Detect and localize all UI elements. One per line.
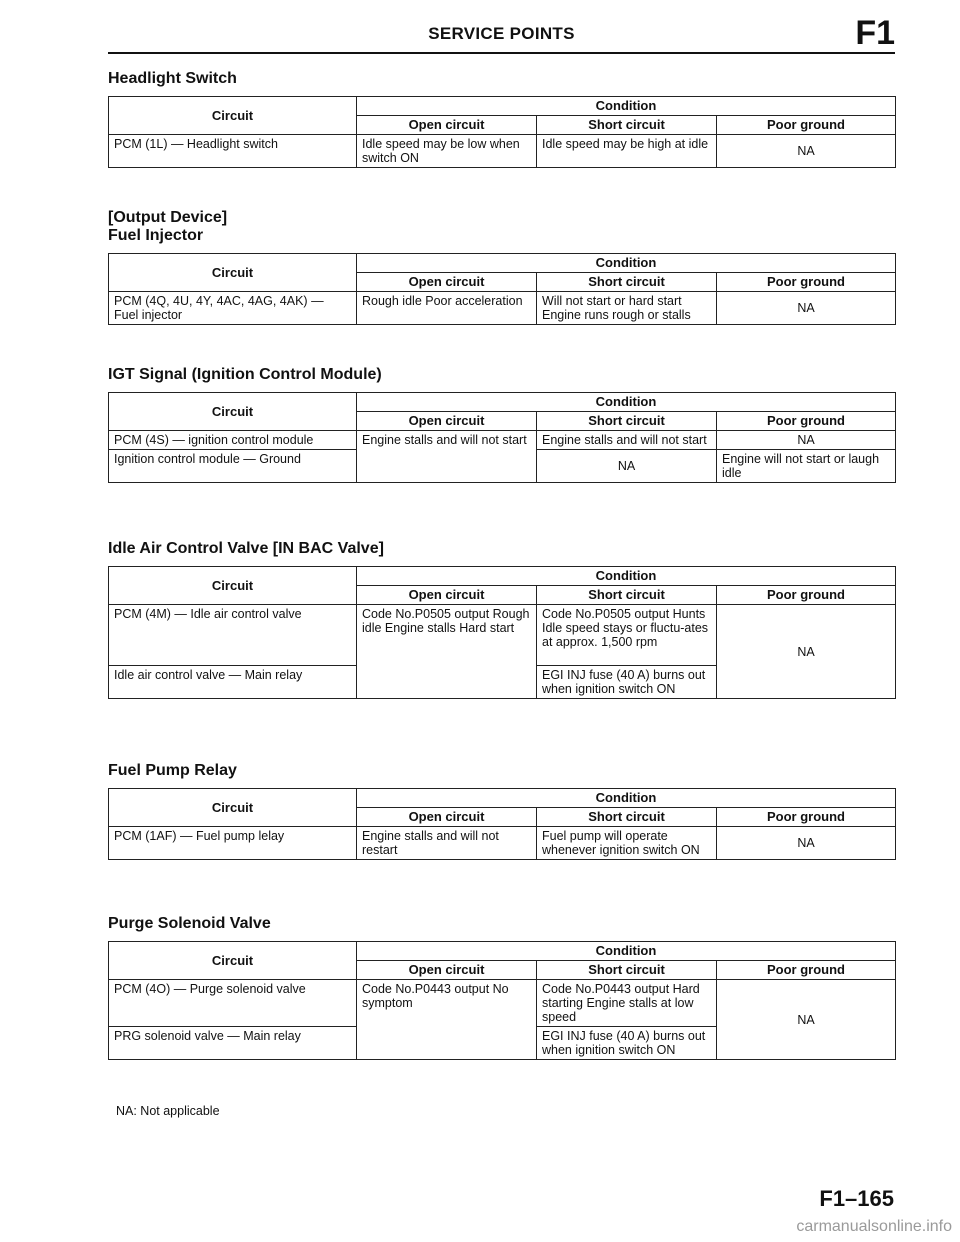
section-heading: IGT Signal (Ignition Control Module)	[108, 366, 382, 383]
cell-open: Idle speed may be low when switch ON	[357, 135, 537, 168]
table-row	[109, 827, 896, 860]
table-row	[109, 135, 896, 168]
header-ground: Poor ground	[717, 273, 896, 292]
footnote: NA: Not applicable	[116, 1104, 220, 1118]
header-ground: Poor ground	[717, 961, 896, 980]
section-heading: Fuel Injector	[108, 227, 204, 244]
page-title: SERVICE POINTS	[428, 24, 575, 43]
section-heading: Fuel Pump Relay	[108, 762, 237, 779]
section-heading: Headlight Switch	[108, 70, 237, 87]
header-open: Open circuit	[357, 961, 537, 980]
section-igt-signal	[108, 366, 895, 483]
cell-short: EGI INJ fuse (40 A) burns out when ignition switch ON	[537, 1027, 717, 1060]
cell-circuit: PCM (4O) — Purge solenoid valve	[109, 980, 357, 1027]
cell-short: NA	[537, 450, 717, 483]
header-open: Open circuit	[357, 116, 537, 135]
section-headlight-switch	[108, 70, 895, 168]
header-condition: Condition	[357, 567, 896, 586]
header-short: Short circuit	[537, 116, 717, 135]
cell-circuit: Ignition control module — Ground	[109, 450, 357, 483]
table-row	[109, 605, 896, 666]
header-circuit: Circuit	[109, 393, 357, 431]
condition-table	[108, 941, 896, 1060]
section-code: F1	[855, 14, 895, 52]
condition-table	[108, 96, 896, 168]
table-row	[109, 292, 896, 325]
cell-open: Engine stalls and will not restart	[357, 827, 537, 860]
header-ground: Poor ground	[717, 116, 896, 135]
condition-table	[108, 392, 896, 483]
header-short: Short circuit	[537, 412, 717, 431]
cell-short: Code No.P0505 output Hunts Idle speed stays or fluctu-ates at approx. 1,500 rpm	[537, 605, 717, 666]
condition-table	[108, 566, 896, 699]
cell-short: Code No.P0443 output Hard starting Engine stalls at low speed	[537, 980, 717, 1027]
header-circuit: Circuit	[109, 789, 357, 827]
section-fuel-pump-relay	[108, 762, 895, 860]
header-circuit: Circuit	[109, 567, 357, 605]
header-short: Short circuit	[537, 273, 717, 292]
cell-open: Rough idle Poor acceleration	[357, 292, 537, 325]
cell-short: Idle speed may be high at idle	[537, 135, 717, 168]
header-short: Short circuit	[537, 961, 717, 980]
watermark: carmanualsonline.info	[796, 1218, 952, 1235]
page-number: F1–165	[819, 1186, 894, 1211]
header-ground: Poor ground	[717, 586, 896, 605]
header-open: Open circuit	[357, 412, 537, 431]
cell-circuit: PCM (1L) — Headlight switch	[109, 135, 357, 168]
cell-short: EGI INJ fuse (40 A) burns out when ignition switch ON	[537, 666, 717, 699]
table-row	[109, 980, 896, 1027]
section-idle-air-control-valve	[108, 540, 895, 699]
header-condition: Condition	[357, 942, 896, 961]
section-heading: Purge Solenoid Valve	[108, 915, 271, 932]
cell-ground: NA	[717, 605, 896, 699]
cell-ground: NA	[717, 827, 896, 860]
cell-ground: NA	[717, 292, 896, 325]
cell-open: Engine stalls and will not start	[357, 431, 537, 483]
header-open: Open circuit	[357, 808, 537, 827]
section-heading: Idle Air Control Valve [IN BAC Valve]	[108, 540, 384, 557]
header-open: Open circuit	[357, 586, 537, 605]
cell-open: Code No.P0505 output Rough idle Engine stalls Hard start	[357, 605, 537, 699]
cell-circuit: PCM (4S) — ignition control module	[109, 431, 357, 450]
cell-ground: NA	[717, 431, 896, 450]
header-short: Short circuit	[537, 586, 717, 605]
header-circuit: Circuit	[109, 942, 357, 980]
section-fuel-injector	[108, 209, 895, 325]
header-condition: Condition	[357, 97, 896, 116]
cell-ground: NA	[717, 135, 896, 168]
cell-circuit: PCM (4M) — Idle air control valve	[109, 605, 357, 666]
table-row	[109, 431, 896, 450]
condition-table	[108, 788, 896, 860]
header-ground: Poor ground	[717, 808, 896, 827]
cell-short: Fuel pump will operate whenever ignition switch ON	[537, 827, 717, 860]
page-header	[108, 14, 895, 54]
header-circuit: Circuit	[109, 97, 357, 135]
condition-table	[108, 253, 896, 325]
cell-open: Code No.P0443 output No symptom	[357, 980, 537, 1060]
cell-circuit: PCM (1AF) — Fuel pump lelay	[109, 827, 357, 860]
cell-circuit: Idle air control valve — Main relay	[109, 666, 357, 699]
header-condition: Condition	[357, 254, 896, 273]
cell-ground: NA	[717, 980, 896, 1060]
header-open: Open circuit	[357, 273, 537, 292]
cell-short: Engine stalls and will not start	[537, 431, 717, 450]
header-ground: Poor ground	[717, 412, 896, 431]
cell-circuit: PRG solenoid valve — Main relay	[109, 1027, 357, 1060]
header-circuit: Circuit	[109, 254, 357, 292]
header-short: Short circuit	[537, 808, 717, 827]
header-condition: Condition	[357, 789, 896, 808]
section-heading-output-device: [Output Device]	[108, 209, 228, 226]
header-condition: Condition	[357, 393, 896, 412]
cell-short: Will not start or hard start Engine runs rough or stalls	[537, 292, 717, 325]
cell-ground: Engine will not start or laugh idle	[717, 450, 896, 483]
section-purge-solenoid-valve	[108, 915, 895, 1060]
cell-circuit: PCM (4Q, 4U, 4Y, 4AC, 4AG, 4AK) — Fuel injector	[109, 292, 357, 325]
